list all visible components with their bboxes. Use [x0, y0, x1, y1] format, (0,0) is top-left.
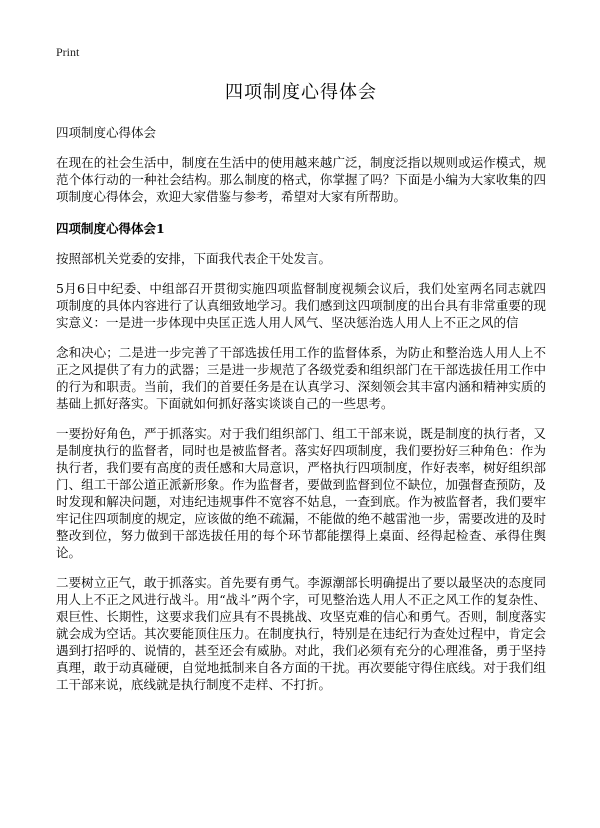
- body-paragraph: 5月6日中纪委、中组部召开贯彻实施四项监督制度视频会议后，我们处室两名同志就四项制度的具体内容进行了认真细致地学习。我们感到这四项制度的出台具有非常重要的现实意义：一是进一步体现中央匡正选人用人风气、坚决惩治选人用人上不正之风的信: [56, 281, 546, 330]
- print-link[interactable]: Print: [56, 45, 80, 59]
- body-paragraph: 一要扮好角色，严于抓落实。对于我们组织部门、组工干部来说，既是制度的执行者，又是制度执行的监督者，同时也是被监督者。落实好四项制度，我们要扮好三种角色：作为执行者，我们要有高度的责任感和大局意识，严格执行四项制度，作好表率，树好组织部门、组工干部公道正派新形象。作为监督者，要做到监督到位不缺位，加强督查预防，及时发现和解决问题，对违纪违规事件不宽容不姑息，一查到底。作为被监督者，我们要牢牢记住四项制度的规定，应该做的绝不疏漏，不能做的绝不越雷池一步，需要改进的及时整改到位，努力做到干部选拔任用的每个环节都能摆得上桌面、经得起检查、承得住舆论。: [56, 426, 546, 560]
- body-paragraph: 按照部机关党委的安排，下面我代表企干处发言。: [56, 251, 332, 266]
- document-page: [56, 44, 546, 693]
- document-title: 四项制度心得体会: [225, 82, 377, 103]
- document-subtitle: 四项制度心得体会: [56, 125, 157, 140]
- body-paragraph: 念和决心；二是进一步完善了干部选拔任用工作的监督体系，为防止和整治选人用人上不正之风提供了有力的武器；三是进一步规范了各级党委和组织部门在干部选拔任用工作中的行为和职责。当前，我们的首要任务是在认真学习、深刻领会其丰富内涵和精神实质的基础上抓好落实。下面就如何抓好落实谈谈自己的一些思考。: [56, 345, 546, 411]
- intro-paragraph: 在现在的社会生活中，制度在生活中的使用越来越广泛，制度泛指以规则或运作模式，规范个体行动的一种社会结构。那么制度的格式，你掌握了吗？下面是小编为大家收集的四项制度心得体会，欢迎大家借鉴与参考，希望对大家有所帮助。: [56, 155, 546, 204]
- body-paragraph: 二要树立正气，敢于抓落实。首先要有勇气。李源潮部长明确提出了要以最坚决的态度同用人上不正之风进行战斗。用“战斗”两个字，可见整治选人用人不正之风工作的复杂性、艰巨性、长期性，这要求我们应具有不畏挑战、攻坚克难的信心和勇气。否则，制度落实就会成为空话。其次要能顶住压力。在制度执行，特别是在违纪行为查处过程中，肯定会遇到打招呼的、说情的，甚至还会有威胁。对此，我们必须有充分的心理准备，勇于坚持真理，敢于动真碰硬，自觉地抵制来自各方面的干扰。再次要能守得住底线。对于我们组工干部来说，底线就是执行制度不走样、不打折。: [56, 575, 546, 692]
- section-heading: 四项制度心得体会1: [56, 221, 165, 236]
